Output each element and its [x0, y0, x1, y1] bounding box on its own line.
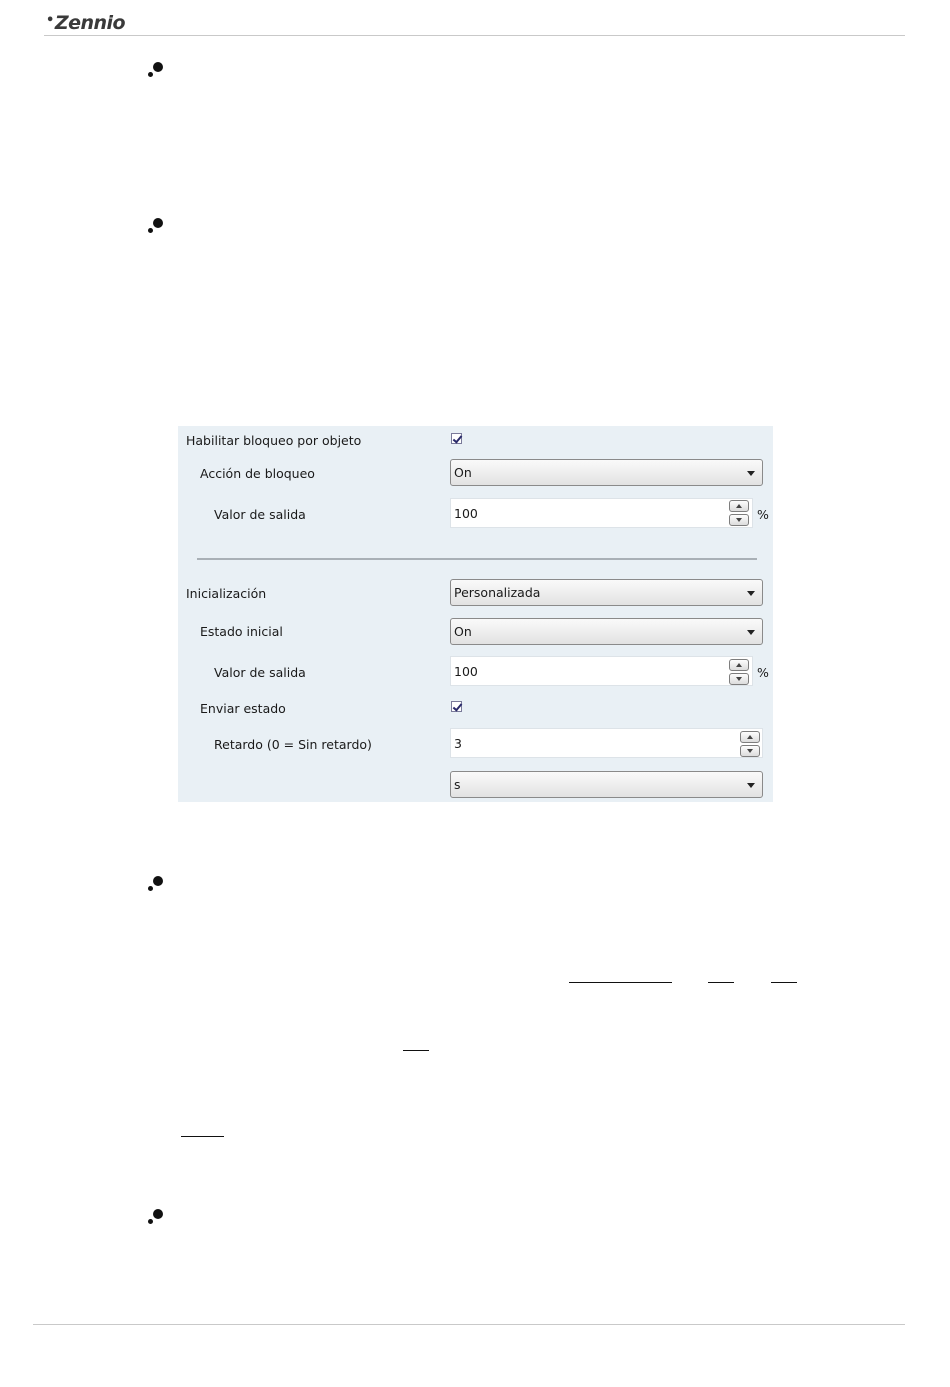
dropdown-arrow-icon	[747, 471, 755, 476]
logo-mark: •	[46, 13, 54, 28]
logo-text: Zennio	[54, 12, 126, 34]
delay-unit-select[interactable]	[450, 771, 763, 798]
initialization-select[interactable]	[450, 579, 763, 606]
send-state-label: Enviar estado	[200, 701, 286, 716]
initialization-value: Personalizada	[454, 585, 541, 600]
spin-up-icon[interactable]	[729, 659, 749, 671]
text-underline	[569, 982, 672, 983]
lock-enable-checkbox[interactable]	[451, 433, 462, 444]
spin-up-icon[interactable]	[729, 500, 749, 512]
text-underline	[403, 1050, 429, 1051]
section-separator	[197, 558, 757, 560]
delay-spinner[interactable]	[740, 731, 760, 757]
init-output-spinner[interactable]	[729, 659, 749, 685]
initial-state-value: On	[454, 624, 472, 639]
spin-down-icon[interactable]	[729, 514, 749, 526]
delay-input[interactable]	[450, 728, 763, 758]
dropdown-arrow-icon	[747, 591, 755, 596]
lock-action-label: Acción de bloqueo	[200, 466, 315, 481]
init-output-value: 100	[454, 664, 478, 679]
initial-state-label: Estado inicial	[200, 624, 283, 639]
init-output-input[interactable]	[450, 656, 753, 686]
bullet-icon	[148, 876, 164, 894]
init-output-unit: %	[757, 665, 769, 680]
lock-output-unit: %	[757, 507, 769, 522]
bullet-icon	[148, 62, 164, 80]
lock-output-input[interactable]	[450, 498, 753, 528]
parameters-panel	[178, 426, 773, 802]
lock-action-value: On	[454, 465, 472, 480]
delay-label: Retardo (0 = Sin retardo)	[214, 737, 372, 752]
bullet-icon	[148, 218, 164, 236]
init-output-label: Valor de salida	[214, 665, 306, 680]
lock-enable-label: Habilitar bloqueo por objeto	[186, 433, 362, 448]
send-state-checkbox[interactable]	[451, 701, 462, 712]
dropdown-arrow-icon	[747, 630, 755, 635]
delay-unit-value: s	[454, 777, 461, 792]
bullet-icon	[148, 1209, 164, 1227]
initial-state-select[interactable]	[450, 618, 763, 645]
spin-down-icon[interactable]	[729, 673, 749, 685]
lock-output-spinner[interactable]	[729, 500, 749, 526]
text-underline	[771, 982, 797, 983]
text-underline	[181, 1136, 224, 1137]
header-rule	[44, 35, 905, 36]
footer-rule	[33, 1324, 905, 1325]
lock-output-value: 100	[454, 506, 478, 521]
spin-down-icon[interactable]	[740, 745, 760, 757]
zennio-logo	[46, 12, 125, 34]
delay-value: 3	[454, 736, 462, 751]
initialization-label: Inicialización	[186, 586, 267, 601]
lock-action-select[interactable]	[450, 459, 763, 486]
spin-up-icon[interactable]	[740, 731, 760, 743]
dropdown-arrow-icon	[747, 783, 755, 788]
lock-output-label: Valor de salida	[214, 507, 306, 522]
text-underline	[708, 982, 734, 983]
